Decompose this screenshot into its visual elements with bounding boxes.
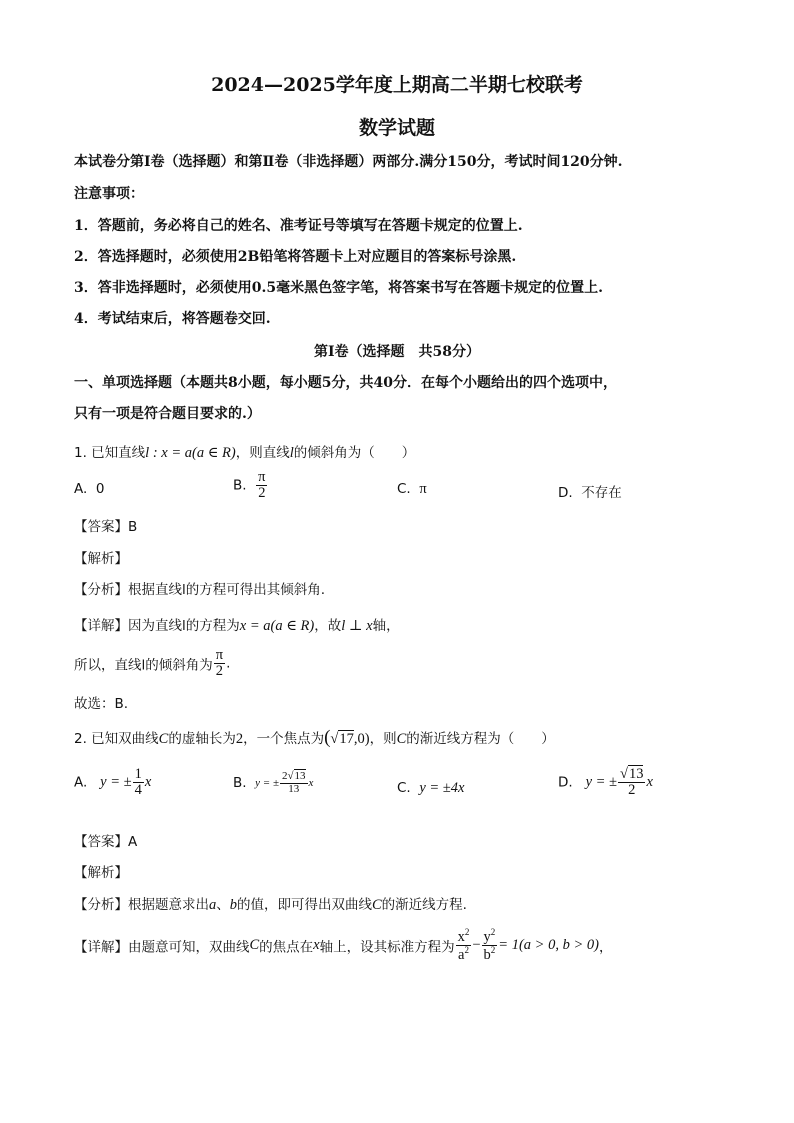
exam-description: 本试卷分第Ⅰ卷（选择题）和第Ⅱ卷（非选择题）两部分.满分150分，考试时间120分钟. <box>74 154 623 170</box>
part-instruction-line-2: 只有一项是符合题目要求的.） <box>74 406 261 422</box>
section-heading: 第Ⅰ卷（选择题 共58分） <box>313 344 481 360</box>
q2-option-a: A. y = ± $\frac{1}{4}$ x <box>74 766 152 799</box>
q1-option-d: D. 不存在 <box>558 485 622 501</box>
q1-fenxi: 【分析】根据直线l的方程可得出其倾斜角. <box>74 582 326 598</box>
notice-item-1: 1．答题前，务必将自己的姓名、准考证号等填写在答题卡规定的位置上. <box>74 218 523 234</box>
q2-analysis-label: 【解析】 <box>74 865 128 881</box>
q1-conclusion: 所以，直线l的倾斜角为 $\frac{\pi}{2}$ . <box>74 647 231 680</box>
q1-answer: 【答案】B <box>74 519 138 535</box>
exam-subtitle: 数学试题 <box>358 117 435 139</box>
question-2-stem: 2. 已知双曲线C的虚轴长为2，一个焦点为(√17,0)，则C的渐近线方程为（ ） <box>74 727 555 748</box>
q1-choice: 故选：B. <box>74 696 129 712</box>
exam-title: 2024—2025学年度上期高二半期七校联考 <box>211 74 583 96</box>
notice-item-4: 4．考试结束后，将答题卷交回. <box>74 311 271 327</box>
q2-detail: 【详解】由题意可知，双曲线C的焦点在x轴上，设其标准方程为 $\frac{x^2}{a^2}$ − $\frac{y^2}{b^2}$ = 1(a > 0, b > 0)， <box>74 927 613 963</box>
q1-analysis-label: 【解析】 <box>74 551 128 567</box>
q1-option-a: A. 0 <box>74 481 105 497</box>
question-1-stem: 1. 已知直线l : x = a(a ∈ R)，则直线l的倾斜角为（ ） <box>74 445 416 461</box>
q2-option-c: C. y = ±4x <box>397 780 465 796</box>
notice-item-3: 3．答非选择题时，必须使用0.5毫米黑色签字笔，将答案书写在答题卡规定的位置上. <box>74 280 603 296</box>
part-instruction-line-1: 一、单项选择题（本题共8小题，每小题5分，共40分．在每个小题给出的四个选项中， <box>74 375 617 391</box>
notice-heading: 注意事项： <box>74 186 144 202</box>
q1-option-b: B. $\frac{\pi}{2}$ <box>233 469 266 502</box>
q1-detail: 【详解】因为直线l的方程为x = a(a ∈ R)，故l ⊥ x轴， <box>74 618 400 634</box>
q2-option-b: B. y = ± $\frac{2√13}{13}$ x <box>233 770 314 795</box>
q2-answer: 【答案】A <box>74 834 138 850</box>
q2-fenxi: 【分析】根据题意求出a、b的值，即可得出双曲线C的渐近线方程. <box>74 897 467 913</box>
notice-item-2: 2．答选择题时，必须使用2B铅笔将答题卡上对应题目的答案标号涂黑. <box>74 249 517 265</box>
q2-option-d: D. y = ± $\frac{√13}{2}$ x <box>558 766 653 799</box>
q1-option-c: C. π <box>397 481 427 497</box>
